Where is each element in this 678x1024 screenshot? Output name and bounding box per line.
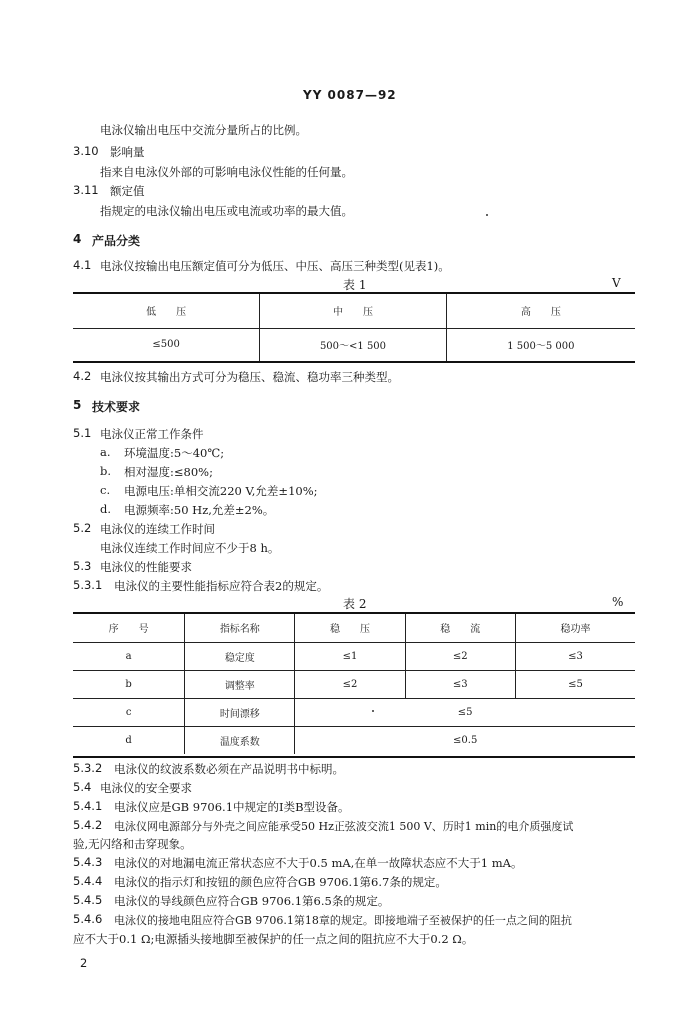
table-row <box>73 698 635 726</box>
table-cell: a <box>73 642 185 670</box>
table-cell: ≤2 <box>295 670 405 698</box>
table-row <box>73 670 635 698</box>
clause-text: 电泳仪网电源部分与外壳之间应能承受50 Hz正弦波交流1 500 V、历时1 min的电介质强度试 <box>114 820 574 833</box>
voltage-class-table <box>73 294 635 361</box>
table-header-cell: 稳 压 <box>295 614 405 642</box>
table-cell: d <box>125 734 132 746</box>
clause-number: 5.4.3 <box>73 855 103 869</box>
list-label: c. <box>100 483 111 497</box>
clause-text: 电泳仪的主要性能指标应符合表2的规定。 <box>114 579 329 593</box>
section-number: 4 <box>73 232 82 246</box>
definition-text: 电泳仪输出电压中交流分量所占的比例。 <box>100 123 307 137</box>
clause-text: 电泳仪的性能要求 <box>100 560 192 574</box>
clause-text: 电泳仪的指示灯和按钮的颜色应符合GB 9706.1第6.7条的规定。 <box>114 875 447 889</box>
table-bottom-rule <box>73 361 635 363</box>
clause-text: 电泳仪的导线颜色应符合GB 9706.1第6.5条的规定。 <box>114 894 390 908</box>
list-item: 环境温度:5～40℃; <box>124 446 225 460</box>
table-cell: 稳定度 <box>185 642 295 670</box>
table-unit: % <box>612 595 624 609</box>
table-cell: 1 500～5 000 <box>446 328 635 361</box>
table-header-cell: 高 压 <box>446 294 635 328</box>
clause-number: 5.3.1 <box>73 578 103 592</box>
clause-number: 4.1 <box>73 258 92 272</box>
table-bottom-rule <box>73 756 635 758</box>
clause-number: 5.2 <box>73 521 92 535</box>
definition-text: 指来自电泳仪外部的可影响电泳仪性能的任何量。 <box>100 165 353 179</box>
clause-number: 5.4.5 <box>73 893 103 907</box>
table-cell: ≤3 <box>405 670 515 698</box>
table-cell: b <box>73 670 185 698</box>
clause-text: 电泳仪的连续工作时间 <box>100 522 215 536</box>
table-cell: 时间漂移 <box>185 698 295 726</box>
table-cell: 500～<1 500 <box>260 328 446 361</box>
document-number: YY 0087—92 <box>303 88 397 102</box>
table-row <box>73 642 635 670</box>
performance-table <box>73 614 635 754</box>
section-title: 技术要求 <box>92 400 141 414</box>
clause-number: 3.11 <box>73 183 99 197</box>
clause-number: 5.3 <box>73 559 92 573</box>
scan-speck <box>486 214 488 216</box>
clause-text: 电泳仪的接地电阻应符合GB 9706.1第18章的规定。即接地端子至被保护的任一点之间的阻抗 <box>114 914 572 927</box>
clause-text: 电泳仪按其输出方式可分为稳压、稳流、稳功率三种类型。 <box>100 370 399 384</box>
table-unit: V <box>612 276 621 290</box>
clause-number: 4.2 <box>73 369 92 383</box>
clause-text-continued: 应不大于0.1 Ω;电源插头接地脚至被保护的任一点之间的阻抗应不大于0.2 Ω。 <box>73 932 474 946</box>
table-header-cell: 稳功率 <box>515 614 635 642</box>
section-title: 产品分类 <box>92 234 141 248</box>
page-number: 2 <box>80 956 88 970</box>
term-heading: 额定值 <box>110 184 145 198</box>
list-item: 电源电压:单相交流220 V,允差±10%; <box>124 484 318 498</box>
list-label: d. <box>100 502 112 516</box>
table-header-cell: 低 压 <box>73 294 260 328</box>
clause-number: 5.4.1 <box>73 799 103 813</box>
clause-body: 电泳仪连续工作时间应不少于8 h。 <box>100 541 280 555</box>
table-header-cell: 中 压 <box>260 294 446 328</box>
clause-number: 5.4.2 <box>73 818 103 832</box>
clause-text: 电泳仪的对地漏电流正常状态应不大于0.5 mA,在单一故障状态应不大于1 mA。 <box>114 856 523 870</box>
table-cell: ≤1 <box>295 642 405 670</box>
term-heading: 影响量 <box>110 145 145 159</box>
definition-text: 指规定的电泳仪输出电压或电流或功率的最大值。 <box>100 204 353 218</box>
list-label: b. <box>100 464 112 478</box>
table-cell: c <box>73 698 185 726</box>
clause-number: 5.3.2 <box>73 761 103 775</box>
table-caption: 表 2 <box>343 597 367 611</box>
clause-text: 电泳仪的安全要求 <box>100 781 192 795</box>
clause-number: 5.4 <box>73 780 92 794</box>
clause-text: 电泳仪的纹波系数必须在产品说明书中标明。 <box>114 762 344 776</box>
clause-text-continued: 验,无闪络和击穿现象。 <box>73 837 192 851</box>
table-cell: 调整率 <box>185 670 295 698</box>
section-number: 5 <box>73 398 82 412</box>
table-header-cell: 指标名称 <box>185 614 295 642</box>
scan-speck <box>372 710 374 712</box>
table-cell: ≤500 <box>152 339 180 351</box>
table-cell-merged: ≤0.5 <box>295 726 635 754</box>
table-cell: ≤5 <box>515 670 635 698</box>
table-header-cell: 序 号 <box>73 614 185 642</box>
table-caption: 表 1 <box>343 278 367 292</box>
list-label: a. <box>100 445 111 459</box>
list-item: 相对湿度:≤80%; <box>124 465 213 479</box>
clause-number: 5.4.4 <box>73 874 103 888</box>
table-cell: 温度系数 <box>185 726 295 754</box>
list-item: 电源频率:50 Hz,允差±2%。 <box>124 503 275 517</box>
table-cell-merged: ≤5 <box>295 698 635 726</box>
table-row <box>73 726 635 754</box>
clause-number: 5.1 <box>73 426 92 440</box>
clause-text: 电泳仪应是GB 9706.1中规定的Ⅰ类B型设备。 <box>114 800 350 814</box>
clause-text: 电泳仪正常工作条件 <box>100 427 204 441</box>
clause-text: 电泳仪按输出电压额定值可分为低压、中压、高压三种类型(见表1)。 <box>100 259 450 273</box>
table-header-cell: 稳 流 <box>405 614 515 642</box>
clause-number: 3.10 <box>73 144 99 158</box>
clause-number: 5.4.6 <box>73 912 103 926</box>
table-cell: ≤3 <box>515 642 635 670</box>
table-cell: ≤2 <box>405 642 515 670</box>
